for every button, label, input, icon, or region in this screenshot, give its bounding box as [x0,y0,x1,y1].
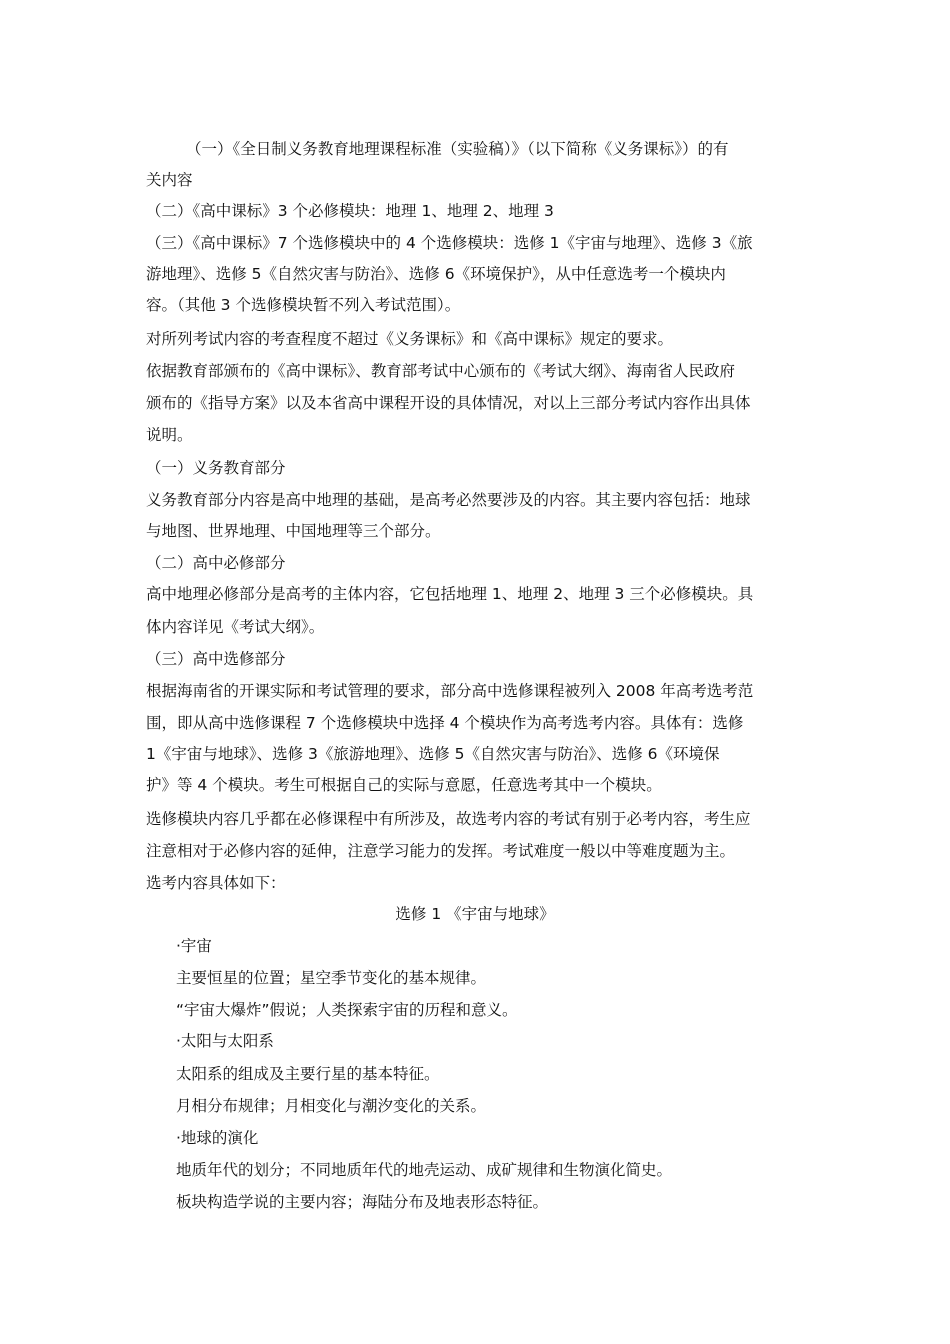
section-heading: （三）高中选修部分 [146,650,286,668]
paragraph-line: 游地理》、选修 5《自然灾害与防治》、选修 6《环境保护》，从中任意选考一个模块内 [146,265,726,283]
topic-item: 地质年代的划分；不同地质年代的地壳运动、成矿规律和生物演化简史。 [176,1161,673,1179]
section-heading: （一）义务教育部分 [146,459,286,477]
paragraph-line: 关内容 [146,171,193,189]
module-title: 选修 1 《宇宙与地球》 [395,905,555,923]
topic-heading: ·太阳与太阳系 [176,1032,274,1050]
paragraph-line: 依据教育部颁布的《高中课标》、教育部考试中心颁布的《考试大纲》、海南省人民政府 [146,362,736,380]
topic-item: 太阳系的组成及主要行星的基本特征。 [176,1065,440,1083]
topic-item: 主要恒星的位置；星空季节变化的基本规律。 [176,969,487,987]
paragraph-line: 1《宇宙与地球》、选修 3《旅游地理》、选修 5《自然灾害与防治》、选修 6《环境保 [146,745,720,763]
paragraph-line: 护》等 4 个模块。考生可根据自己的实际与意愿，任意选考其中一个模块。 [146,776,662,794]
paragraph-line: （一）《全日制义务教育地理课程标准（实验稿）》（以下简称《义务课标》）的有 [186,140,729,158]
paragraph-line: 注意相对于必修内容的延伸，注意学习能力的发挥。考试难度一般以中等难度题为主。 [146,842,736,860]
paragraph-line: 选考内容具体如下： [146,874,286,892]
paragraph-line: （二）《高中课标》3 个必修模块：地理 1、地理 2、地理 3 [146,202,554,220]
topic-heading: ·宇宙 [176,937,212,955]
topic-item: 板块构造学说的主要内容；海陆分布及地表形态特征。 [176,1193,549,1211]
paragraph-line: （三）《高中课标》7 个选修模块中的 4 个选修模块：选修 1《宇宙与地理》、选修 3《旅 [146,234,753,252]
topic-heading: ·地球的演化 [176,1129,259,1147]
paragraph-line: 容。（其他 3 个选修模块暂不列入考试范围）。 [146,296,461,314]
paragraph-line: 与地图、世界地理、中国地理等三个部分。 [146,522,441,540]
paragraph-line: 体内容详见《考试大纲》。 [146,618,325,636]
topic-item: 月相分布规律；月相变化与潮汐变化的关系。 [176,1097,487,1115]
paragraph-line: 说明。 [146,426,193,444]
paragraph-line: 高中地理必修部分是高考的主体内容，它包括地理 1、地理 2、地理 3 三个必修模块。具 [146,585,754,603]
paragraph-line: 颁布的《指导方案》以及本省高中课程开设的具体情况，对以上三部分考试内容作出具体 [146,394,751,412]
paragraph-line: 围，即从高中选修课程 7 个选修模块中选择 4 个模块作为高考选考内容。具体有：选修 [146,714,744,732]
paragraph-line: 义务教育部分内容是高中地理的基础，是高考必然要涉及的内容。其主要内容包括：地球 [146,491,751,509]
paragraph-line: 根据海南省的开课实际和考试管理的要求，部分高中选修课程被列入 2008 年高考选考范 [146,682,754,700]
section-heading: （二）高中必修部分 [146,554,286,572]
paragraph-line: 对所列考试内容的考查程度不超过《义务课标》和《高中课标》规定的要求。 [146,330,674,348]
topic-item: “宇宙大爆炸”假说；人类探索宇宙的历程和意义。 [176,1001,518,1019]
paragraph-line: 选修模块内容几乎都在必修课程中有所涉及，故选考内容的考试有别于必考内容，考生应 [146,810,751,828]
